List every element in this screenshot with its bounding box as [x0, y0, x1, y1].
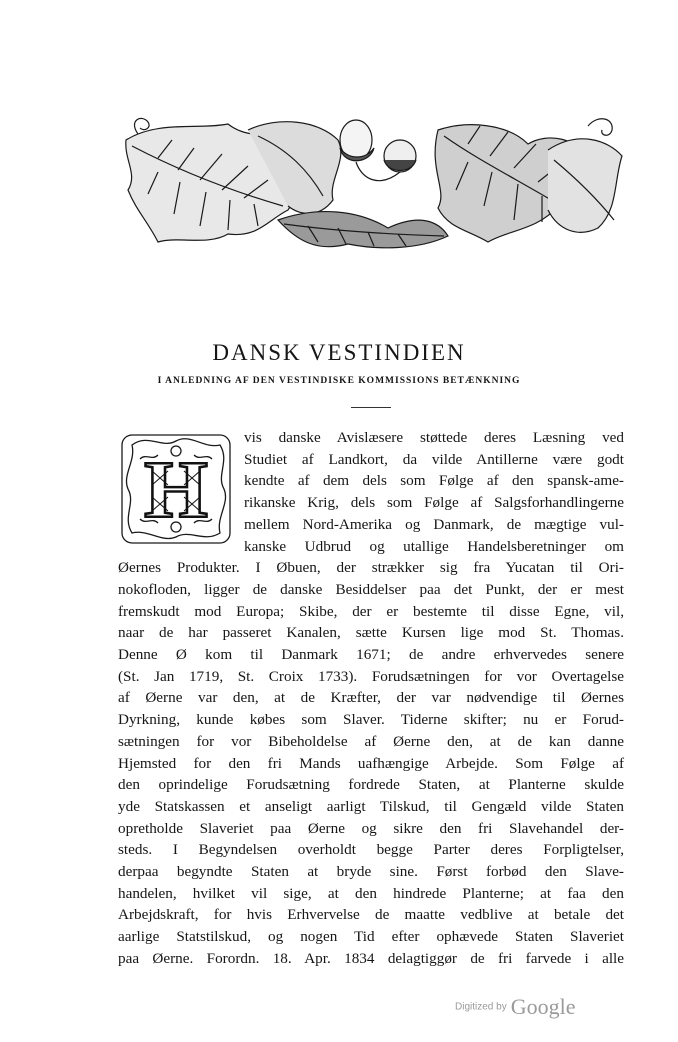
- body-line: aarlige Statstilskud, og nogen Tid efter ophævede Staten Slaveriet: [118, 928, 624, 946]
- body-line: Dyrkning, kunde købes som Slaver. Tiderne skifter; nu er Forud-: [118, 711, 624, 729]
- body-line: af Øerne var den, at de Kræfter, der var nødvendige til Øernes: [118, 689, 624, 707]
- body-line: Hjemsted for den fri Mands uafhængige Arbejde. Som Følge af: [118, 754, 624, 772]
- body-line: den oprindelige Forudsætning fordrede Staten, at Planterne skulde: [118, 776, 624, 794]
- body-line: Denne Ø kom til Danmark 1671; de andre erhvervedes senere: [118, 646, 624, 664]
- page-title: DANSK VESTINDIEN: [212, 340, 466, 365]
- body-line: derpaa begyndte Staten at bryde sine. Først forbød den Slave-: [118, 863, 624, 881]
- body-line: sætningen for vor Bibeholdelse af Øerne den, at de kan danne: [118, 732, 624, 750]
- drop-cap-letter: H: [144, 444, 208, 535]
- title-divider: [351, 407, 391, 408]
- body-line: fremskudt mod Europa; Skibe, der er bestemte til disse Egne, vil,: [118, 602, 624, 620]
- oak-leaf-ornament: [118, 110, 626, 258]
- body-line: Øernes Produkter. I Øbuen, der strækker sig fra Yucatan til Ori-: [118, 559, 624, 577]
- body-line: opretholde Slaveriet paa Øerne og sikre den fri Slavehandel der-: [118, 819, 624, 837]
- watermark-digitized-text: Digitized by: [455, 1001, 507, 1013]
- body-line: rikanske Krig, dels som Følge af Salgsforhandlingerne: [244, 494, 624, 512]
- body-line: kanske Udbrud og utallige Handelsberetninger om: [244, 537, 624, 555]
- ornamental-drop-cap: [118, 431, 234, 547]
- page-subtitle: I ANLEDNING AF DEN VESTINDISKE KOMMISSIONS BETÆNKNING: [157, 376, 521, 386]
- digitized-by-google-watermark: [455, 994, 575, 1020]
- body-line: Arbejdskraft, for hvis Erhvervelse de maatte vedblive at betale det: [118, 906, 624, 924]
- body-line: naar de har passeret Kanalen, sætte Kursen lige mod St. Thomas.: [118, 624, 624, 642]
- body-line: nokofloden, ligger de danske Besiddelser paa det Punkt, der er mest: [118, 580, 624, 598]
- body-line: handelen, hvilket vil sige, at den hindrede Planterne; at faa den: [118, 884, 624, 902]
- body-line: (St. Jan 1719, St. Croix 1733). Forudsætningen for vor Overtagelse: [118, 667, 624, 685]
- body-line: Studiet af Landkort, da vilde Antillerne være godt: [244, 450, 624, 468]
- body-line: kendte af dem dels som Følge af den spansk-ame-: [244, 472, 624, 490]
- body-line: yde Statskassen et anseligt aarligt Tilskud, til Gengæld vilde Staten: [118, 797, 624, 815]
- body-line: vis danske Avislæsere støttede deres Læsning ved: [244, 429, 624, 446]
- body-line: mellem Nord-Amerika og Danmark, de mægtige vul-: [244, 515, 624, 533]
- watermark-google-logo: Google: [510, 994, 576, 1019]
- body-line: paa Øerne. Forordn. 18. Apr. 1834 delagtiggør de fri farvede i alle: [118, 949, 624, 967]
- body-line: steds. I Begyndelsen overholdt begge Parter deres Forpligtelser,: [118, 841, 624, 859]
- body-text: [118, 427, 624, 970]
